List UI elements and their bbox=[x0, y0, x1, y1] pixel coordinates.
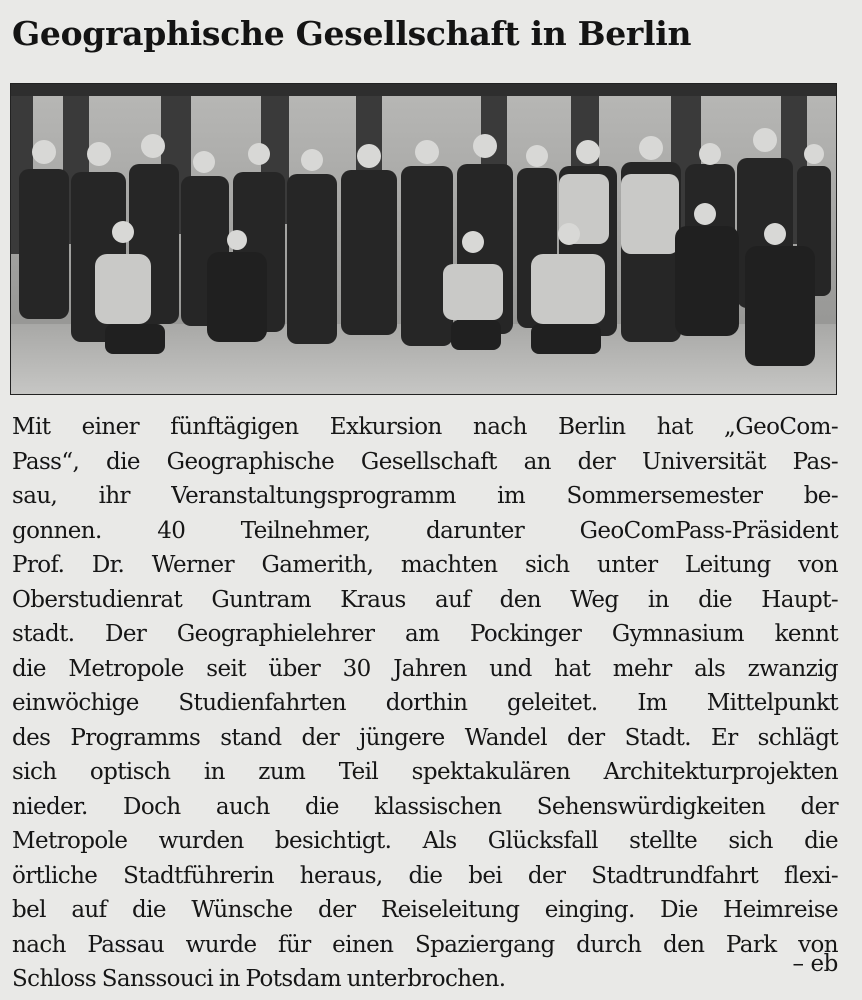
article-line: sich optisch in zum Teil spektakulären Architekturprojekten bbox=[12, 759, 838, 785]
article-line: Oberstudienrat Guntram Kraus auf den Weg in die Haupt- bbox=[12, 586, 838, 613]
group-photo bbox=[10, 83, 837, 395]
article-line: Mit einer fünftägigen Exkursion nach Berlin hat „GeoCom- bbox=[12, 414, 838, 440]
article-body bbox=[12, 410, 838, 997]
article-line: sau, ihr Veranstaltungsprogramm im Sommersemester be- bbox=[12, 483, 838, 509]
article-line: bel auf die Wünsche der Reiseleitung einging. Die Heimreise bbox=[12, 897, 838, 923]
article-line: nieder. Doch auch die klassischen Sehenswürdigkeiten der bbox=[12, 793, 838, 820]
group-photo-image bbox=[11, 84, 836, 394]
article-line: des Programms stand der jüngere Wandel der Stadt. Er schlägt bbox=[12, 724, 838, 751]
article-line: die Metropole seit über 30 Jahren und hat mehr als zwanzig bbox=[12, 655, 838, 682]
author-signoff: – eb bbox=[792, 951, 838, 977]
article-line: Metropole wurden besichtigt. Als Glücksfall stellte sich die bbox=[12, 828, 838, 854]
article-line: nach Passau wurde für einen Spaziergang durch den Park von bbox=[12, 931, 838, 958]
article-line: Pass“, die Geographische Gesellschaft an der Universität Pas- bbox=[12, 448, 838, 475]
article-line: örtliche Stadtführerin heraus, die bei der Stadtrundfahrt flexi- bbox=[12, 862, 838, 889]
article-line: Schloss Sanssouci in Potsdam unterbrochen. bbox=[12, 966, 506, 992]
article-line: Prof. Dr. Werner Gamerith, machten sich unter Leitung von bbox=[12, 552, 838, 578]
article-line: gonnen. 40 Teilnehmer, darunter GeoComPass-Präsident bbox=[12, 517, 838, 544]
article-line: einwöchige Studienfahrten dorthin geleitet. Im Mittelpunkt bbox=[12, 690, 838, 716]
headline: Geographische Gesellschaft in Berlin bbox=[12, 14, 692, 53]
article-line: stadt. Der Geographielehrer am Pockinger Gymnasium kennt bbox=[12, 621, 838, 647]
